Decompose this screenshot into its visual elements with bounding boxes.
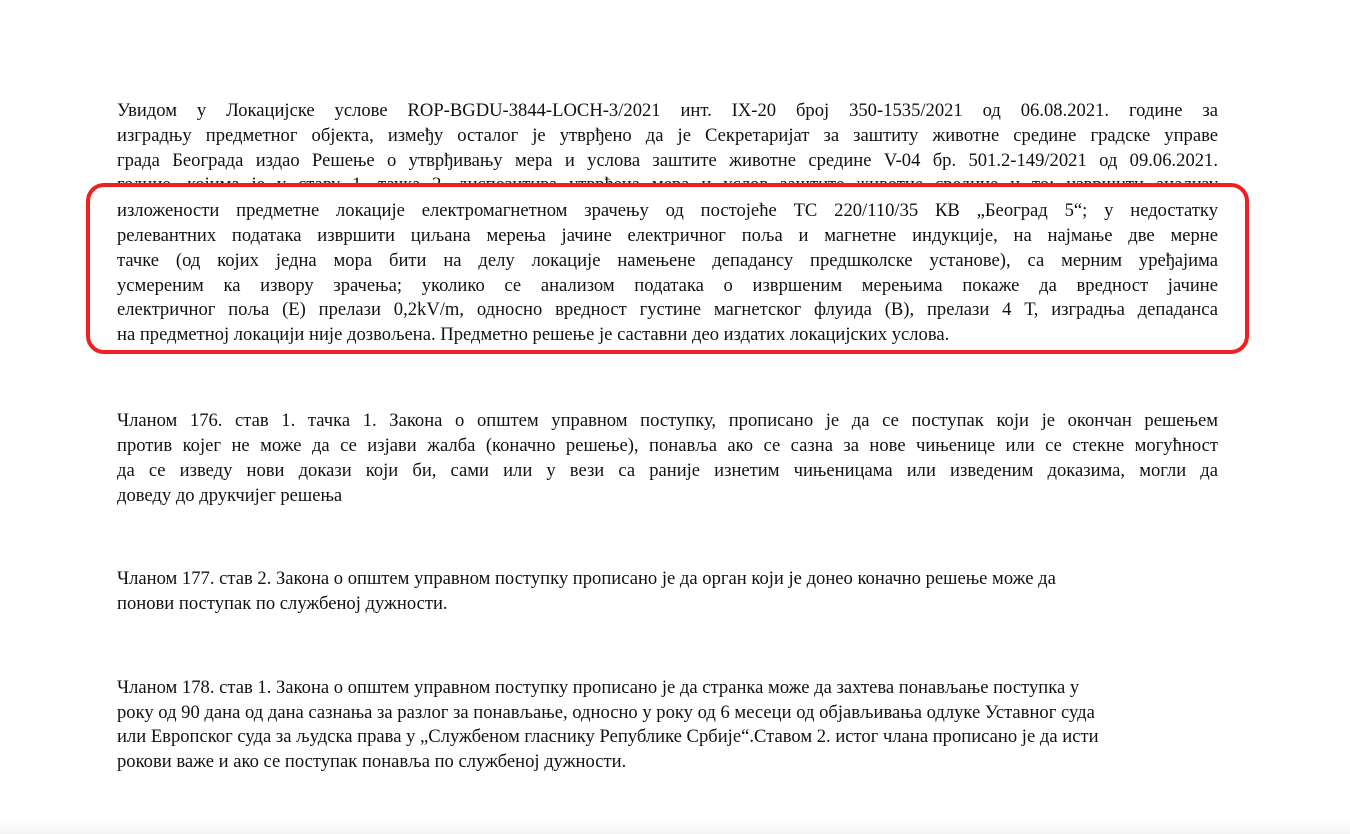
- highlighted-paragraph-line: изложености предметне локације електромагнетном зрачењу од постојеће ТС 220/110/35 КВ „Београд 5“; у недостатку: [117, 200, 1218, 221]
- highlighted-paragraph-line: релевантних података извршити циљана мерења јачине електричног поља и магнетне индукције, на најмање две мерне: [117, 225, 1218, 246]
- highlighted-paragraph-line: на предметној локацији није дозвољена. Предметно решење је саставни део издатих локацијских услова.: [117, 324, 950, 345]
- paragraph-line: Чланом 177. став 2. Закона о општем управном поступку прописано је да орган који је донео коначно решење може да: [117, 568, 1056, 589]
- paragraph-line: доведу до друкчијег решења: [117, 485, 343, 506]
- paragraph-line: или Европског суда за људска права у „Службеном гласнику Републике Србије“.Ставом 2. истог члана прописано је да исти: [117, 726, 1099, 747]
- paragraph-line: понови поступак по службеној дужности.: [117, 593, 448, 614]
- highlighted-paragraph-line: тачке (од којих једна мора бити на делу локације намењене депадансу предшколске установе), са мерним уређајима: [117, 250, 1218, 271]
- paragraph-line: року од 90 дана од дана сазнања за разлог за понављање, односно у року од 6 месеци од објављивања одлуке Уставног суда: [117, 702, 1095, 723]
- paragraph-line: Увидом у Локацијске услове ROP-BGDU-3844-LOCH-3/2021 инт. IX-20 број 350-1535/2021 од 06.08.2021. године за: [117, 100, 1218, 121]
- paragraph-line: Чланом 176. став 1. тачка 1. Закона о општем управном поступку, прописано је да се поступак који је окончан решењем: [117, 410, 1218, 431]
- highlighted-paragraph-line: усмереним ка извору зрачења; уколико се анализом података о извршеним мерењима покаже да вредност јачине: [117, 275, 1218, 296]
- paragraph-line: рокови важе и ако се поступак понавља по службеној дужности.: [117, 751, 627, 772]
- paragraph-line: да се изведу нови докази који би, сами или у вези са раније изнетим чињеницама или изведеним доказима, могли да: [117, 460, 1218, 481]
- paragraph-line: града Београда издао Решење о утврђивању мера и услова заштите животне средине V-04 бр. 501.2-149/2021 од 09.06.2021.: [117, 150, 1218, 171]
- paragraph-line: против којег не може да се изјави жалба (коначно решење), понавља ако се сазна за нове чињенице или се стекне могућност: [117, 435, 1218, 456]
- paragraph-line: изградњу предметног објекта, између осталог је утврђено да је Секретаријат за заштиту животне средине градске управе: [117, 125, 1218, 146]
- paragraph-line: Чланом 178. став 1. Закона о општем управном поступку прописано је да странка може да захтева понављање поступка у: [117, 677, 1080, 698]
- page-bottom-edge: [0, 820, 1350, 834]
- highlighted-paragraph-line: електричног поља (Е) прелази 0,2kV/m, односно вредност густине магнетског флуида (В), прелази 4 Т, изградња депаданса: [117, 299, 1218, 320]
